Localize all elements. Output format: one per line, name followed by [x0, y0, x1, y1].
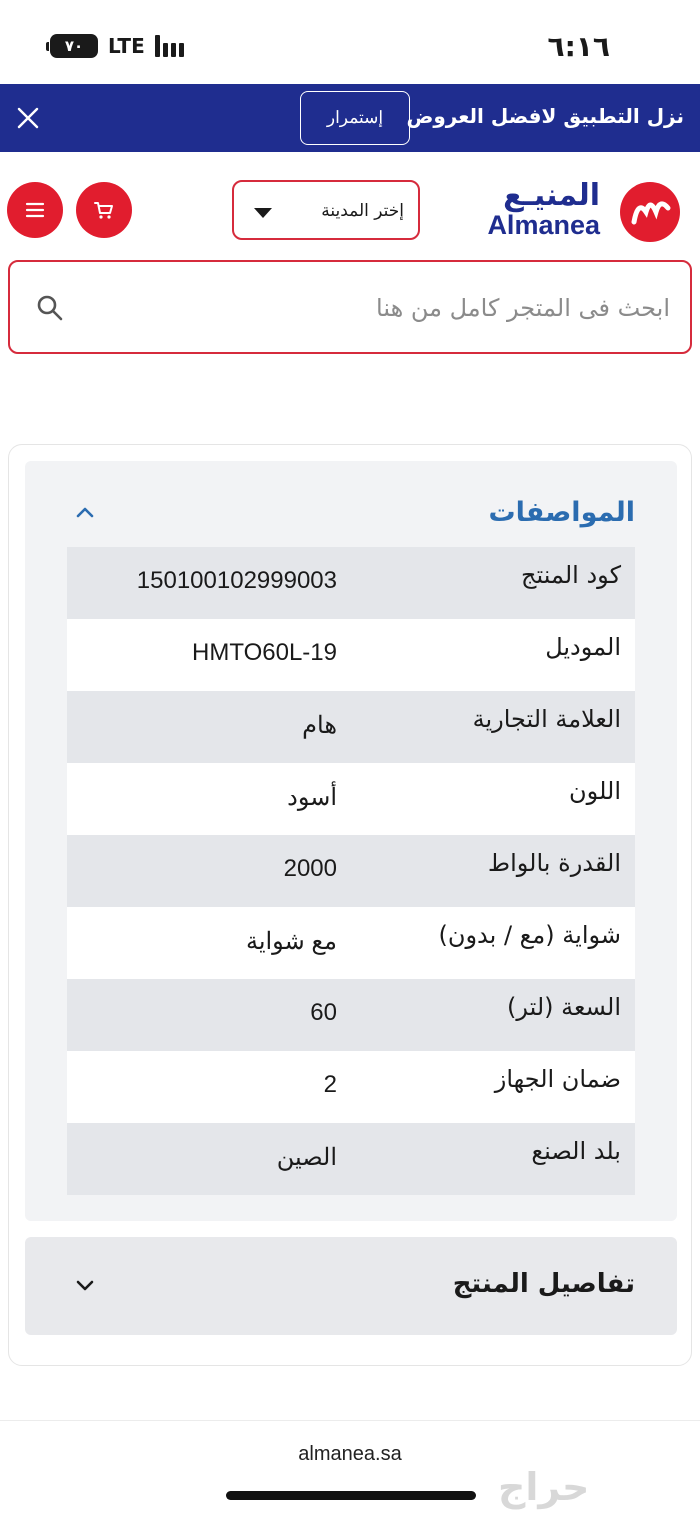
spec-row — [67, 835, 635, 907]
spec-value: HMTO60L-19 — [192, 639, 337, 666]
menu-button[interactable] — [7, 182, 63, 238]
city-select[interactable] — [232, 180, 420, 240]
search-input[interactable] — [80, 286, 670, 330]
cart-icon — [92, 198, 116, 222]
spec-row — [67, 691, 635, 763]
spec-row — [67, 1051, 635, 1123]
url-text[interactable]: almanea.sa — [298, 1443, 402, 1465]
spec-label: كود المنتج — [521, 561, 621, 589]
close-icon[interactable] — [14, 104, 42, 132]
spec-value: مع شواية — [245, 928, 337, 955]
logo-english-text: Almanea — [487, 210, 600, 240]
chevron-up-icon[interactable] — [73, 501, 97, 525]
spec-label: اللون — [569, 777, 621, 805]
logo-mark-icon — [620, 182, 680, 242]
spec-label: الموديل — [545, 633, 621, 661]
spec-row — [67, 763, 635, 835]
cart-button[interactable] — [76, 182, 132, 238]
continue-button[interactable]: إستمرار — [300, 91, 410, 145]
spec-row — [67, 907, 635, 979]
spec-label: السعة (لتر) — [507, 993, 621, 1021]
product-details-accordion[interactable] — [25, 1237, 677, 1335]
network-type: LTE — [108, 34, 145, 58]
logo-arabic-text: المنيـع — [503, 178, 600, 213]
home-indicator[interactable] — [226, 1491, 476, 1500]
spec-value: هام — [302, 712, 337, 739]
caret-down-icon — [254, 208, 272, 218]
spec-label: ضمان الجهاز — [494, 1065, 621, 1093]
watermark: حراج — [498, 1465, 590, 1509]
site-header — [0, 152, 700, 264]
spec-value: أسود — [287, 784, 337, 811]
details-title: تفاصيل المنتج — [452, 1269, 635, 1299]
specs-title: المواصفات — [488, 497, 635, 528]
search-box — [8, 260, 692, 354]
spec-label: بلد الصنع — [531, 1137, 621, 1165]
battery-icon: ٧٠ — [50, 34, 98, 58]
spec-label: العلامة التجارية — [472, 705, 621, 733]
spec-row — [67, 619, 635, 691]
specs-table — [67, 547, 635, 1195]
signal-icon — [155, 35, 184, 57]
browser-url-bar — [0, 1420, 700, 1514]
specs-header[interactable] — [25, 493, 677, 537]
spec-label: القدرة بالواط — [487, 849, 621, 877]
spec-label: شواية (مع / بدون) — [438, 921, 621, 949]
spec-value: 2 — [323, 1071, 337, 1098]
spec-value: 2000 — [283, 855, 337, 882]
banner-text: نزل التطبيق لافضل العروض — [406, 104, 684, 128]
spec-row — [67, 1123, 635, 1195]
search-icon[interactable] — [34, 292, 66, 324]
app-download-banner — [0, 84, 700, 152]
spec-row — [67, 547, 635, 619]
specs-panel — [25, 461, 677, 1221]
product-info-card — [8, 444, 692, 1366]
almanea-logo[interactable] — [487, 178, 680, 242]
spec-row — [67, 979, 635, 1051]
spec-value: الصين — [276, 1144, 337, 1171]
menu-icon — [23, 198, 47, 222]
status-indicators — [50, 34, 184, 58]
spec-value: 60 — [310, 999, 337, 1026]
spec-value: 150100102999003 — [136, 567, 337, 594]
chevron-down-icon[interactable] — [73, 1273, 97, 1297]
city-select-label: إختر المدينة — [321, 201, 404, 221]
status-time: ٦:١٦ — [547, 30, 610, 63]
status-bar — [0, 0, 700, 84]
